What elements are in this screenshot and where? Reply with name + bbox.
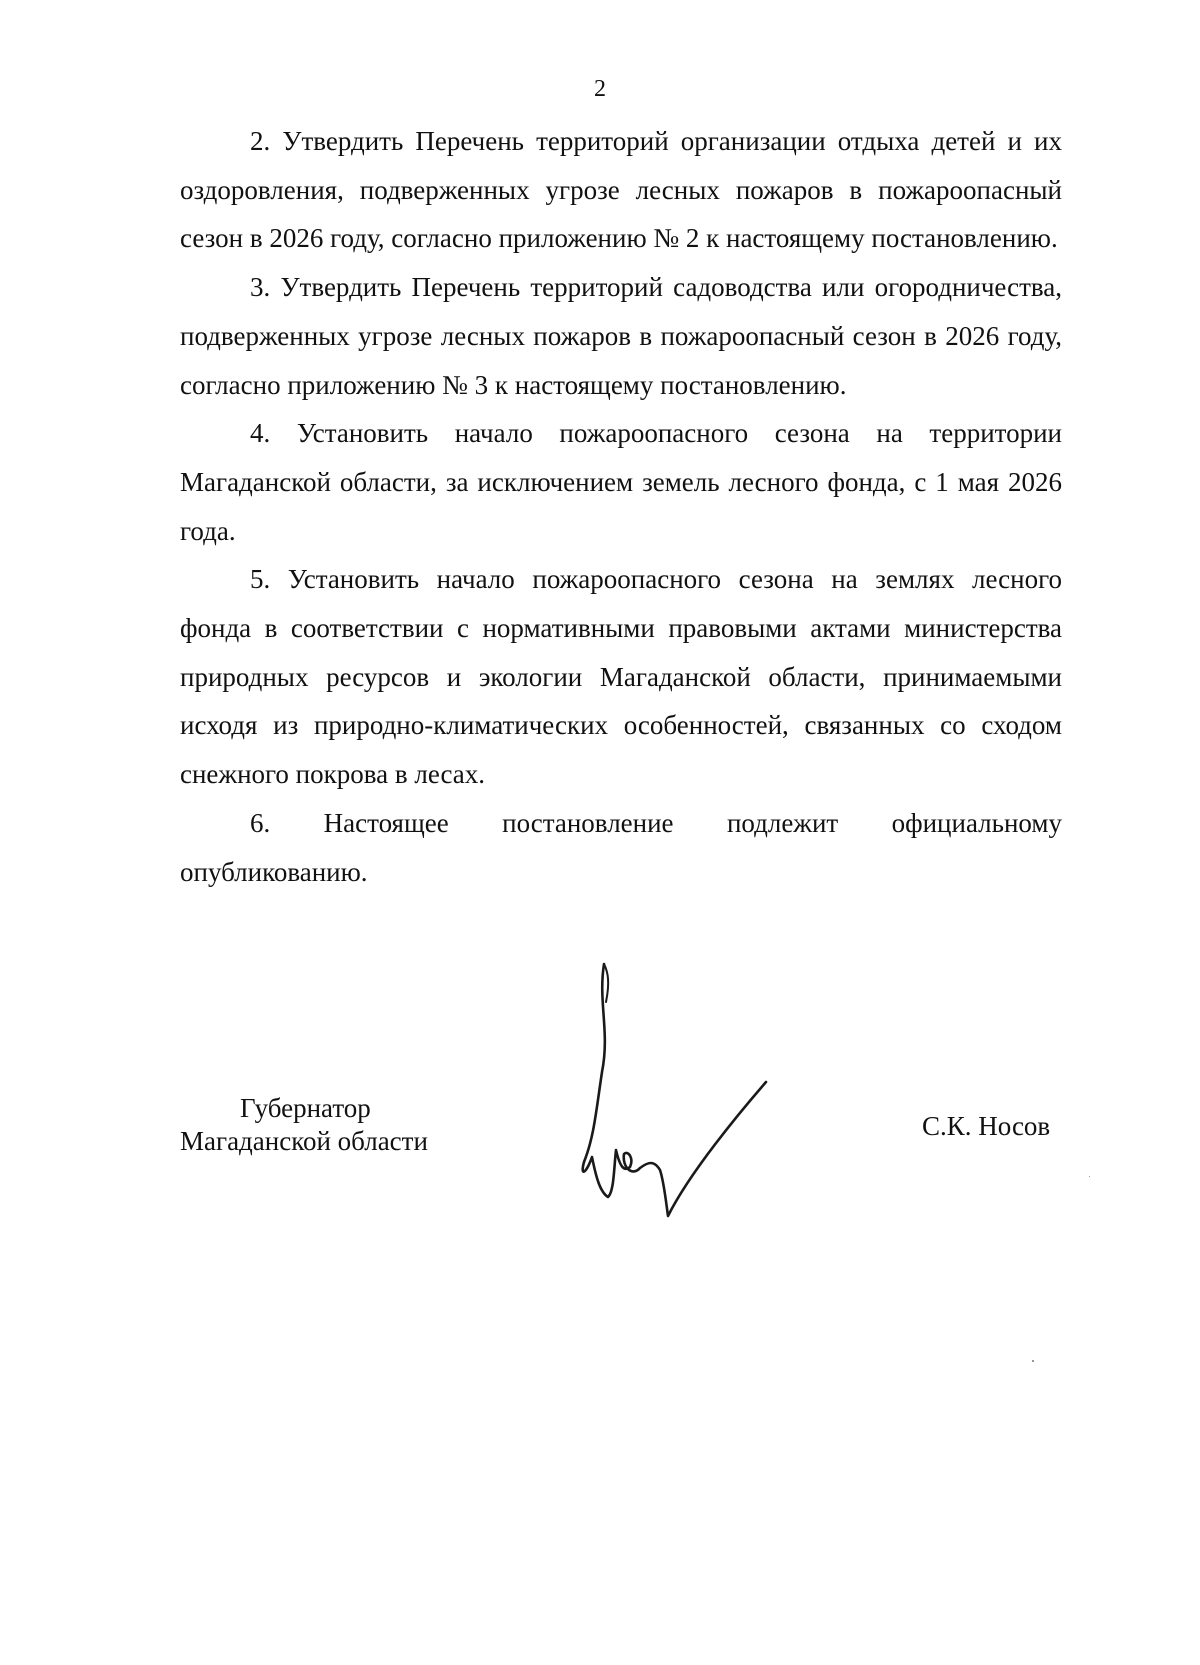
paragraph-6: 6. Настоящее постановление подлежит официальному опубликованию.: [180, 807, 1062, 887]
handwritten-signature: [580, 962, 820, 1222]
scan-speck: [1089, 1176, 1090, 1177]
paragraph-2: 2. Утвердить Перечень территорий организации отдыха детей и их оздоровления, подверженных угрозе лесных пожаров в пожароопасный сезон в 2026 году, согласно приложению № 2 к настоящему постановлению.: [180, 126, 1062, 254]
document-body: [180, 117, 1062, 896]
signer-position-line1: Губернатор: [240, 1093, 371, 1123]
signer-position-line2: Магаданской области: [180, 1126, 428, 1156]
scan-speck: [1032, 1360, 1034, 1362]
paragraph-3: 3. Утвердить Перечень территорий садоводства или огородничества, подверженных угрозе лесных пожаров в пожароопасный сезон в 2026 году, согласно приложению № 3 к настоящему постановлению.: [180, 272, 1062, 400]
signer-name: С.К. Носов: [922, 1111, 1051, 1141]
signer-position: [180, 1092, 428, 1158]
page-number: 2: [594, 76, 606, 102]
paragraph-4: 4. Установить начало пожароопасного сезона на территории Магаданской области, за исключением земель лесного фонда, с 1 мая 2026 года.: [180, 418, 1062, 546]
paragraph-5: 5. Установить начало пожароопасного сезона на землях лесного фонда в соответствии с нормативными правовыми актами министерства природных ресурсов и экологии Магаданской области, принимаемыми исходя из природно-климатических особенностей, связанных со сходом снежного покрова в лесах.: [180, 564, 1062, 790]
